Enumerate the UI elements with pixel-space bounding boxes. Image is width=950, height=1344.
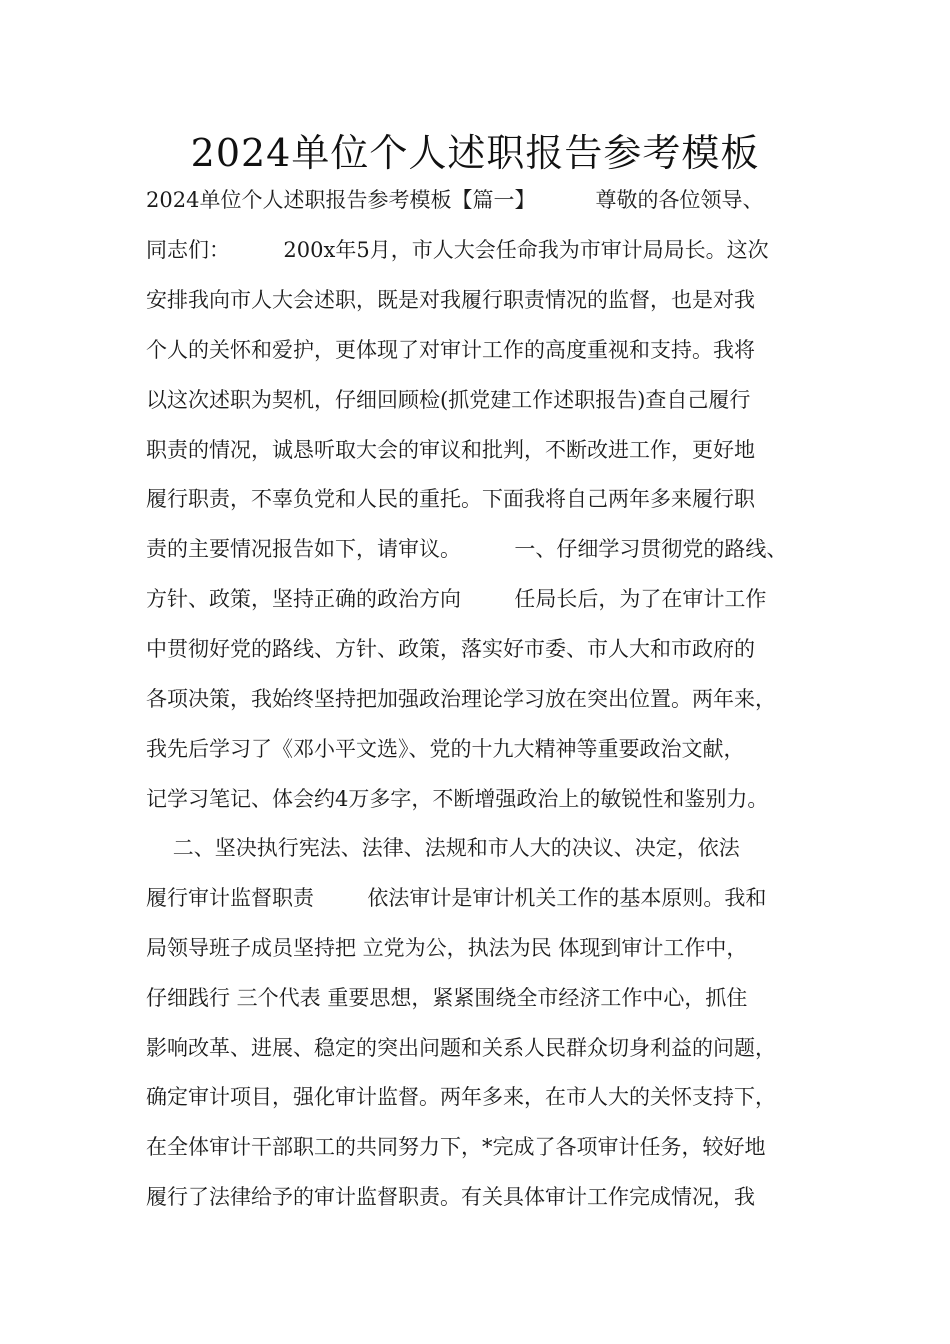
text-line-8: 责的主要情况报告如下，请审议。 一、仔细学习贯彻党的路线、	[146, 537, 788, 561]
text-line-4: 个人的关怀和爱护，更体现了对审计工作的高度重视和支持。我将	[146, 338, 755, 362]
text-line-1: 2024单位个人述职报告参考模板【篇一】 尊敬的各位领导、	[146, 188, 764, 212]
text-line-15: 履行审计监督职责 依法审计是审计机关工作的基本原则。我和	[146, 886, 767, 910]
text-line-12: 我先后学习了《邓小平文选》、党的十九大精神等重要政治文献，	[146, 737, 745, 761]
text-line-7: 履行职责，不辜负党和人民的重托。下面我将自己两年多来履行职	[146, 487, 755, 511]
text-line-3: 安排我向市人大会述职，既是对我履行职责情况的监督，也是对我	[146, 288, 755, 312]
text-line-6: 职责的情况，诚恳听取大会的审议和批判，不断改进工作，更好地	[146, 438, 755, 462]
text-line-16: 局领导班子成员坚持把 立党为公，执法为民 体现到审计工作中，	[146, 936, 748, 960]
text-line-19: 确定审计项目，强化审计监督。两年多来，在市人大的关怀支持下，	[146, 1085, 776, 1109]
text-line-14: 二、坚决执行宪法、法律、法规和市人大的决议、决定，依法	[146, 836, 740, 860]
text-line-13: 记学习笔记、体会约4万多字，不断增强政治上的敏锐性和鉴别力。	[146, 787, 769, 811]
text-line-9: 方针、政策，坚持正确的政治方向 任局长后，为了在审计工作	[146, 587, 767, 611]
text-line-20: 在全体审计干部职工的共同努力下，*完成了各项审计任务，较好地	[146, 1135, 766, 1159]
text-line-5: 以这次述职为契机，仔细回顾检(抓党建工作述职报告)查自己履行	[146, 388, 751, 412]
text-line-11: 各项决策，我始终坚持把加强政治理论学习放在突出位置。两年来，	[146, 687, 776, 711]
text-line-17: 仔细践行 三个代表 重要思想，紧紧围绕全市经济工作中心，抓住	[146, 986, 748, 1010]
text-line-2: 同志们： 200x年5月，市人大会任命我为市审计局局长。这次	[146, 238, 769, 262]
text-line-18: 影响改革、进展、稳定的突出问题和关系人民群众切身利益的问题，	[146, 1036, 776, 1060]
document-title: 2024单位个人述职报告参考模板	[190, 131, 760, 175]
text-line-10: 中贯彻好党的路线、方针、政策，落实好市委、市人大和市政府的	[146, 637, 755, 661]
text-line-21: 履行了法律给予的审计监督职责。有关具体审计工作完成情况，我	[146, 1185, 755, 1209]
